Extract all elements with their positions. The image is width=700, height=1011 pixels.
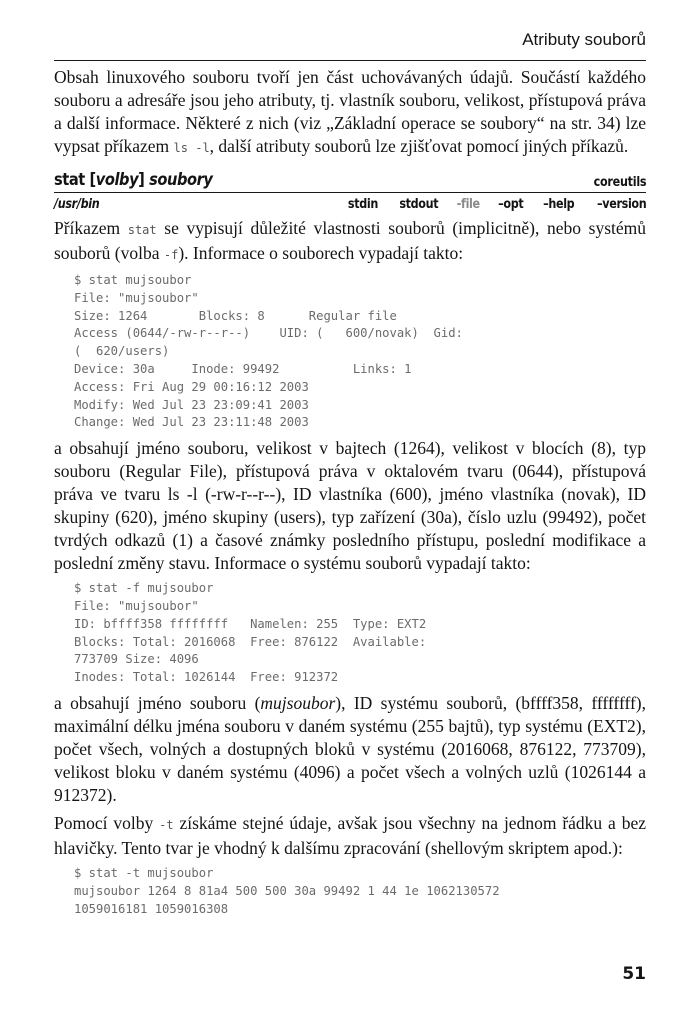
flag-version: –version: [596, 197, 646, 212]
emphasis-filename: mujsoubor: [260, 692, 336, 713]
page-number: 51: [622, 964, 646, 984]
page-body: [54, 66, 646, 923]
text-run: Obsah linuxového souboru tvoří jen část uchovávaných údajů. Součástí každého souboru a adresáře jsou jeho atributy, tj. vlastník souboru, velikost, přístupová práva a další informace. Některé z nich (viz „Základní operace se soubory“ na str. 34) lze vypsat příkazem: [54, 67, 646, 156]
inline-code-f: -f: [163, 248, 179, 262]
command-package: coreutils: [593, 175, 646, 190]
command-synopsis: [54, 170, 213, 190]
command-bracket-close: ]: [138, 170, 150, 190]
text-run: se vypisují důležité vlastnosti souborů (implicitně), nebo systémů souborů (volba: [54, 218, 646, 263]
file-attributes-paragraph: a obsahují jméno souboru, velikost v bajtech (1264), velikost v blocích (8), typ souboru (Regular File), přístupová práva v oktalovém tvaru (0644), přístupová práva ve tvaru ls -l (-rw-r--r--), ID vlastníka (600), jméno vlastníka (novak), ID skupiny (620), jméno skupiny (users), typ zařízení (30a), číslo uzlu (99492), počet tvrdých odkazů (1) a časové známky posledního přístupu, poslední modifikace a poslední změny stavu. Informace o systému souborů vypadají takto:: [54, 438, 646, 574]
code-block-stat-terse: $ stat -t mujsoubor mujsoubor 1264 8 81a4 500 500 30a 99492 1 44 1e 1062130572 1059016181 1059016308: [74, 865, 500, 916]
stat-description-paragraph: [54, 217, 646, 267]
text-run: ), ID systému souborů, (bffff358, ffffffff), maximální délku jména souboru v daném systému (255 bajtů), typ systému (EXT2), počet všech, volných a dostupných bloků v systému (2016068, 876122, 773709), velikost bloku v daném systému (4096) a počet všech a volných uzlů (1026144 a 912372).: [54, 692, 647, 805]
flag-help: –help: [542, 197, 575, 212]
command-name: stat: [54, 170, 85, 190]
fs-attributes-paragraph: [54, 692, 646, 807]
text-run: , další atributy souborů lze zjišťovat pomocí jiných příkazů.: [209, 136, 629, 156]
command-args: soubory: [149, 170, 213, 190]
flag-opt: –opt: [497, 197, 524, 212]
inline-code-ls: ls -l: [173, 141, 210, 155]
text-run: ). Informace o souborech vypadají takto:: [178, 243, 464, 263]
intro-paragraph: [54, 66, 646, 160]
inline-code-t: -t: [159, 817, 174, 832]
flag-stdout: stdout: [399, 197, 438, 212]
command-options: volby: [95, 170, 139, 190]
command-path: /usr/bin: [54, 197, 100, 212]
running-title: Atributy souborů: [522, 30, 646, 49]
command-heading: [54, 170, 646, 193]
flag-file: -file: [456, 197, 480, 212]
text-run: Pomocí volby: [54, 812, 160, 833]
command-subheading: [54, 197, 646, 212]
terse-option-paragraph: [54, 812, 646, 860]
code-block-stat-fs: $ stat -f mujsoubor File: "mujsoubor" ID: bffff358 ffffffff Namelen: 255 Type: EXT2 Blocks: Total: 2016068 Free: 876122 Available: 773709 Size: 4096 Inodes: Total: 1026144 Free: 912372: [74, 581, 427, 685]
text-run: získáme stejné údaje, avšak jsou všechny na jednom řádku a bez hlavičky. Tento tvar je vhodný k dalšímu zpracování (shellovým skriptem apod.):: [54, 812, 646, 858]
code-block-stat-file: $ stat mujsoubor File: "mujsoubor" Size: 1264 Blocks: 8 Regular file Access (0644/-rw-r--r--) UID: ( 600/novak) Gid: ( 620/users) Device: 30a Inode: 99492 Links: 1 Access: Fri Aug 29 00:16:12 2003 Modify: Wed Jul 23 23:09:41 2003 Change: Wed Jul 23 23:11:48 2003: [74, 273, 463, 430]
text-run: a obsahují jméno souboru (: [54, 692, 261, 713]
text-run: Příkazem: [54, 218, 128, 238]
running-header: [54, 28, 646, 61]
inline-code-stat: stat: [127, 223, 157, 237]
flag-stdin: stdin: [348, 197, 379, 212]
command-flags: [333, 197, 646, 212]
command-bracket-open: [: [84, 170, 96, 190]
